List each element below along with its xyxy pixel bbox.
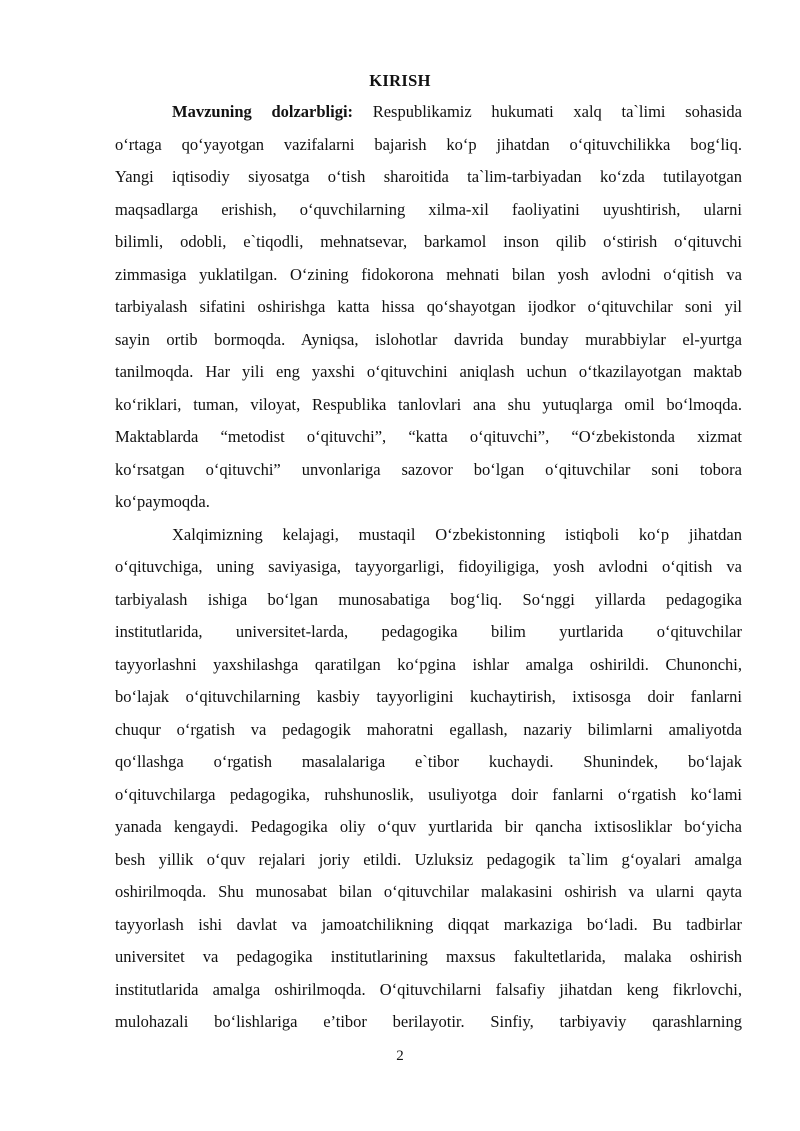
paragraph-line: bilimli, odobli, e`tiqodli, mehnatsevar, barkamol inson qilib o‘stirish o‘qituvchi bbox=[115, 232, 742, 251]
paragraph-line: besh yillik o‘quv rejalari joriy etildi. Uzluksiz pedagogik ta`lim g‘oyalari amalga bbox=[115, 849, 742, 869]
document-body bbox=[115, 96, 742, 1039]
paragraph-line: maqsadlarga erishish, o‘quvchilarning xilma-xil faoliyatini uyushtirish, ularni bbox=[115, 199, 742, 219]
paragraph-line: qo‘llashga o‘rgatish masalalariga e`tibor kuchaydi. Shunindek, bo‘lajak bbox=[115, 752, 742, 771]
page-title: KIRISH bbox=[369, 71, 431, 90]
paragraph-lead: Mavzuning dolzarbligi: bbox=[172, 102, 354, 121]
paragraph-line: institutlarida amalga oshirilmoqda. O‘qituvchilarni falsafiy jihatdan keng fikrlovchi, bbox=[115, 979, 742, 999]
paragraph-line: oshirilmoqda. Shu munosabat bilan o‘qituvchilar malakasini oshirish va ularni qayta bbox=[115, 882, 742, 901]
paragraph-line: Maktablarda “metodist o‘qituvchi”, “katta o‘qituvchi”, “O‘zbekistonda xizmat bbox=[115, 427, 742, 446]
paragraph-line: tayyorlash ishi davlat va jamoatchilikning diqqat markaziga bo‘ladi. Bu tadbirlar bbox=[115, 914, 742, 934]
paragraph-line-text: Respublikamiz hukumati xalq ta`limi sohasida bbox=[353, 102, 742, 121]
paragraph-line: ko‘riklari, tuman, viloyat, Respublika tanlovlari ana shu yutuqlarga omil bo‘lmoqda. bbox=[115, 394, 742, 414]
paragraph-line: tarbiyalash ishiga bo‘lgan munosabatiga bog‘liq. So‘nggi yillarda pedagogika bbox=[115, 589, 742, 609]
paragraph-line: Yangi iqtisodiy siyosatga o‘tish sharoitida ta`lim-tarbiyadan ko‘zda tutilayotgan bbox=[115, 167, 742, 186]
paragraph-line: bo‘lajak o‘qituvchilarning kasbiy tayyorligini kuchaytirish, ixtisosga doir fanlarni bbox=[115, 687, 742, 706]
paragraph-line: tayyorlashni yaxshilashga qaratilgan ko‘pgina ishlar amalga oshirildi. Chunonchi, bbox=[115, 654, 742, 674]
paragraph-line: chuqur o‘rgatish va pedagogik mahoratni egallash, nazariy bilimlarni amaliyotda bbox=[115, 719, 742, 739]
paragraph-line: tarbiyalash sifatini oshirishga katta hissa qo‘shayotgan ijodkor o‘qituvchilar soni yil bbox=[115, 297, 742, 316]
paragraph-line: o‘rtaga qo‘yayotgan vazifalarni bajarish ko‘p jihatdan o‘qituvchilikka bog‘liq. bbox=[115, 134, 742, 154]
paragraph-line: sayin ortib bormoqda. Ayniqsa, islohotlar davrida bunday murabbiylar el-yurtga bbox=[115, 329, 742, 349]
paragraph-line: tanilmoqda. Har yili eng yaxshi o‘qituvchini aniqlash uchun o‘tkazilayotgan maktab bbox=[115, 362, 742, 381]
paragraph-line: o‘qituvchilarga pedagogika, ruhshunoslik, usuliyotga doir fanlarni o‘rgatish ko‘lami bbox=[115, 784, 742, 804]
paragraph-line bbox=[115, 96, 742, 129]
paragraph-line: yanada kengaydi. Pedagogika oliy o‘quv yurtlarida bir qancha ixtisosliklar bo‘yicha bbox=[115, 817, 742, 836]
page-number: 2 bbox=[396, 1048, 404, 1064]
paragraph-line: universitet va pedagogika institutlarining maxsus fakultetlarida, malaka oshirish bbox=[115, 947, 742, 966]
paragraph-line: ko‘paymoqda. bbox=[115, 492, 210, 511]
paragraph-line: mulohazali bo‘lishlariga e’tibor berilayotir. Sinfiy, tarbiyaviy qarashlarning bbox=[115, 1012, 742, 1031]
paragraph-line: Xalqimizning kelajagi, mustaqil O‘zbekistonning istiqboli ko‘p jihatdan bbox=[172, 524, 742, 544]
paragraph-line: o‘qituvchiga, uning saviyasiga, tayyorgarligi, fidoyiligiga, yosh avlodni o‘qitish va bbox=[115, 557, 742, 576]
paragraph-line: ko‘rsatgan o‘qituvchi” unvonlariga sazovor bo‘lgan o‘qituvchilar soni tobora bbox=[115, 459, 742, 479]
paragraph-line: zimmasiga yuklatilgan. O‘zining fidokorona mehnati bilan yosh avlodni o‘qitish va bbox=[115, 264, 742, 284]
paragraph-line: institutlarida, universitet-larda, pedagogika bilim yurtlarida o‘qituvchilar bbox=[115, 622, 742, 641]
